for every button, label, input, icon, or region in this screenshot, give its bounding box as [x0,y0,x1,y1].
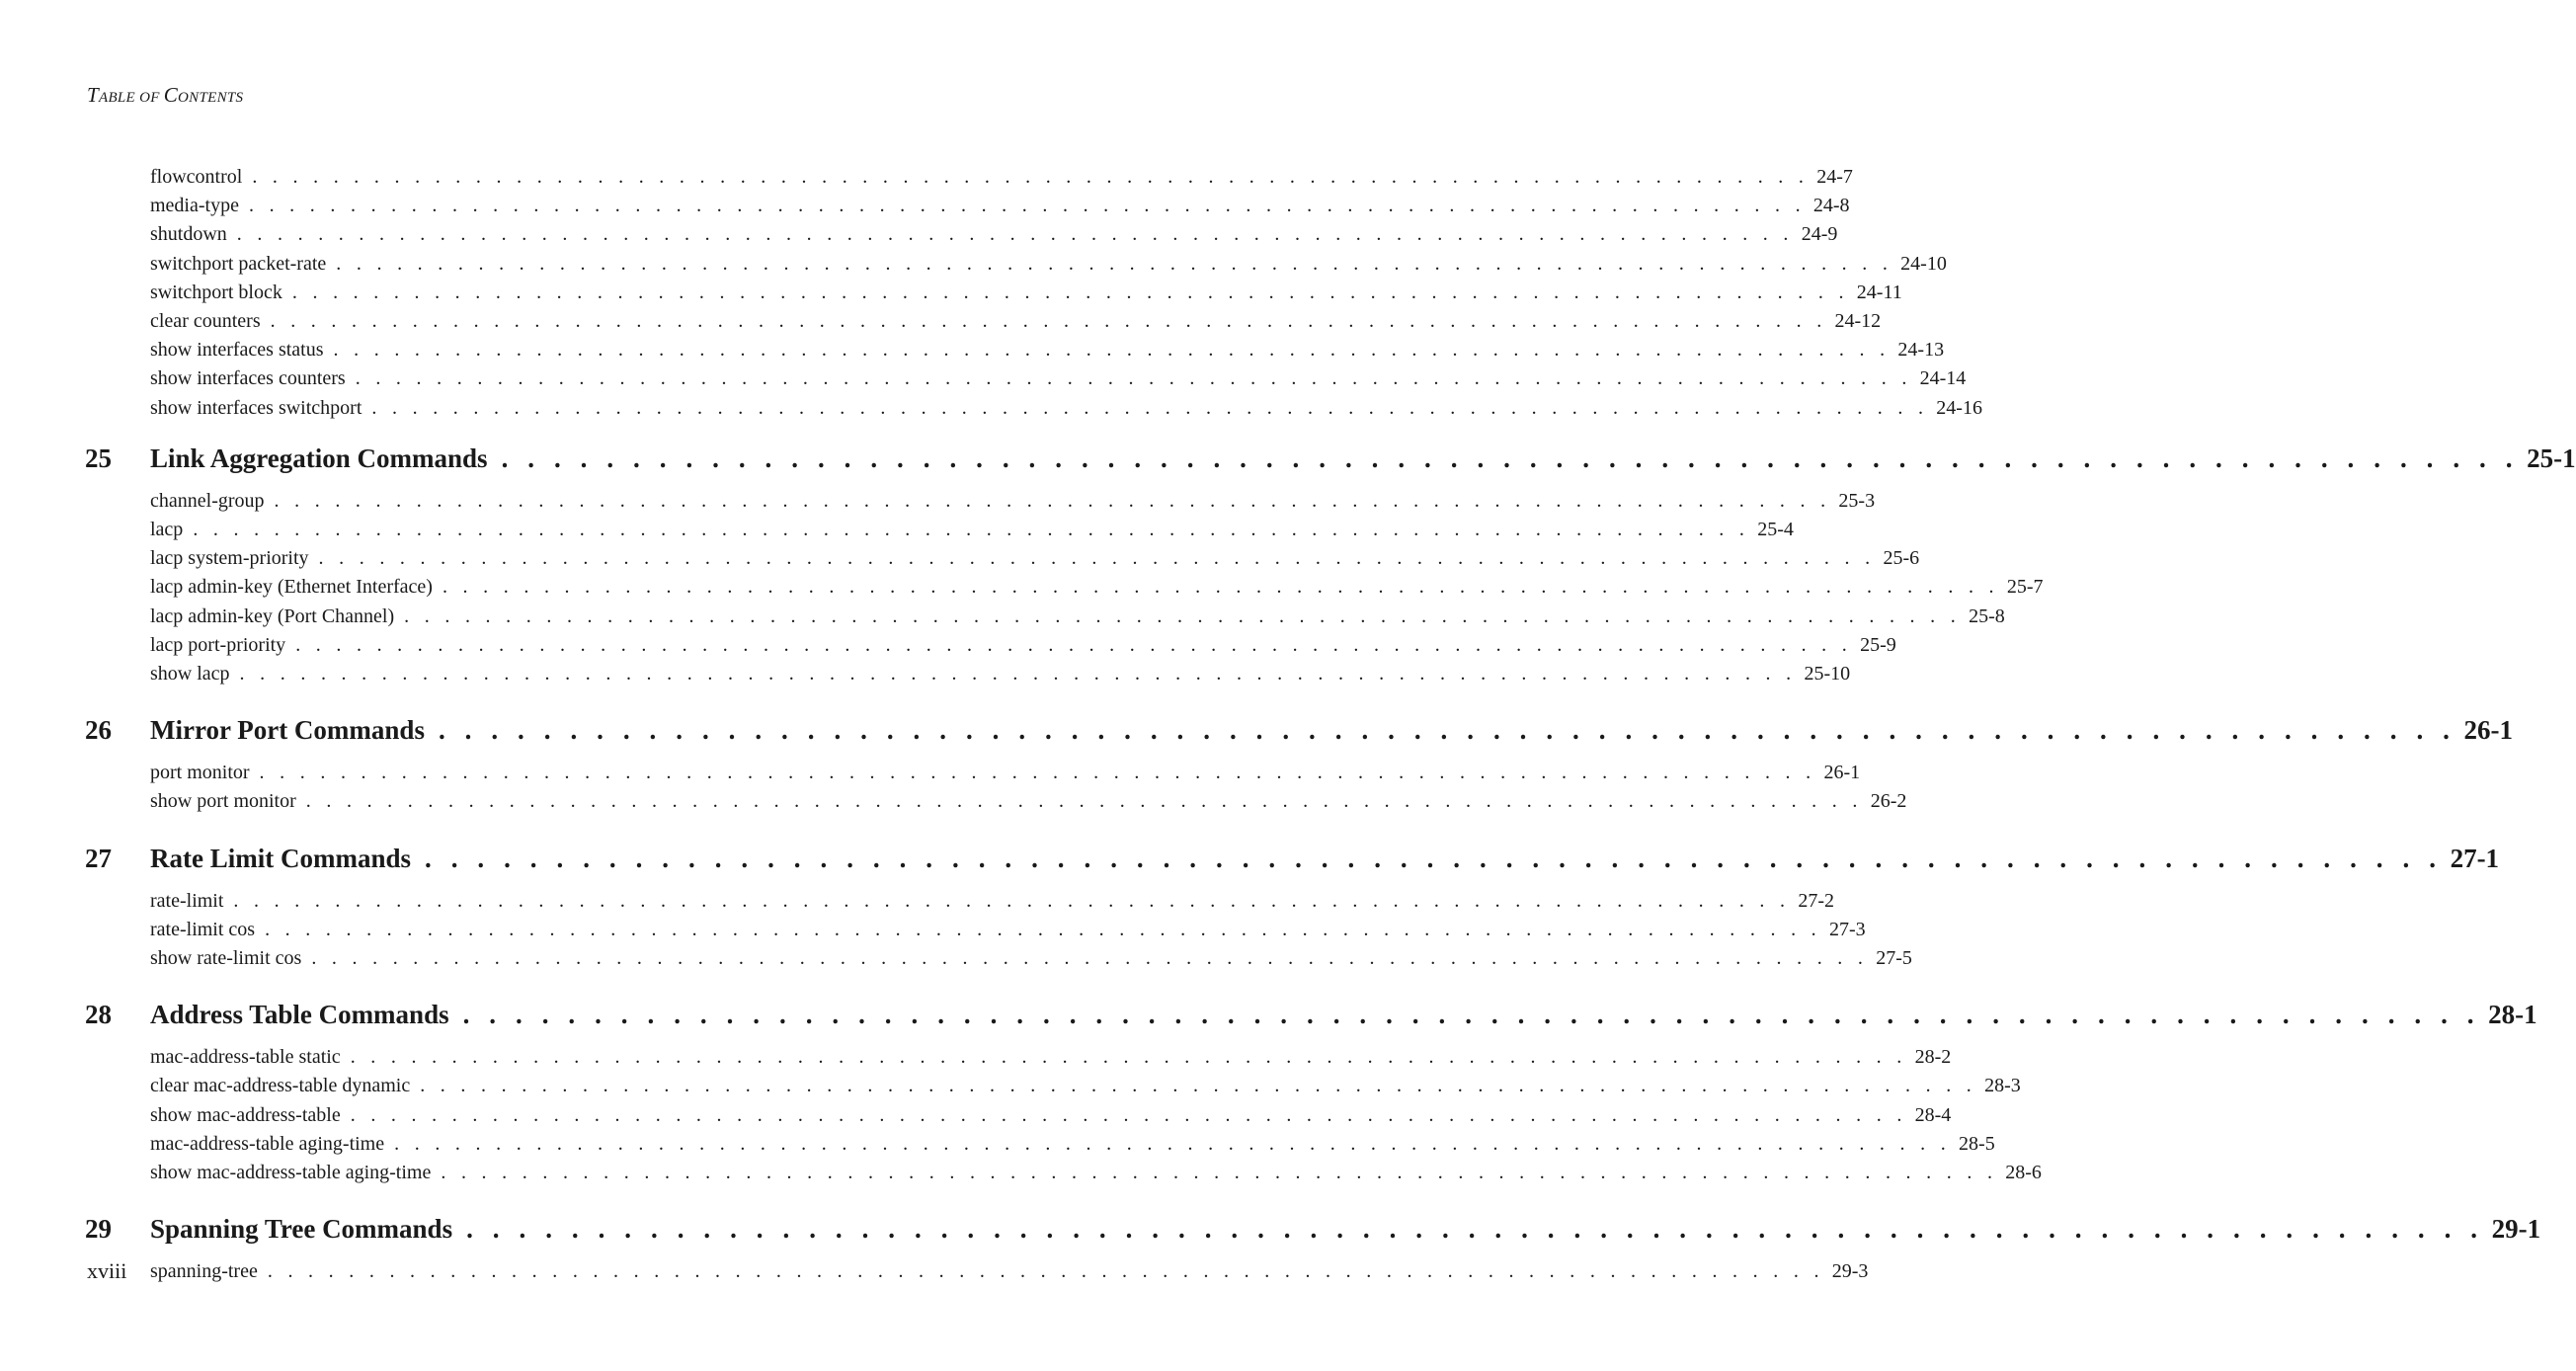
toc-entry[interactable] [150,339,1945,367]
toc-entry-label: channel-group [150,489,265,512]
running-header [87,83,243,108]
dot-leader: . . . . . . . . . . . . . . . . . . . . . . . . . . . . . . . . . . . . . . . . . . . . . . . . . . . . . . . . . . . . . . . . . . . . . . . . . . . . . [442,576,1999,599]
header-text-ontents: ONTENTS [178,90,244,106]
chapter-title: Address Table Commands [150,1000,449,1030]
toc-entry-page: 26-2 [1870,790,1907,813]
chapter-heading[interactable] [85,1214,2541,1248]
toc-entry[interactable] [150,281,1902,310]
chapter-number: 26 [85,715,112,746]
dot-leader: . . . . . . . . . . . . . . . . . . . . . . . . . . . . . . . . . . . . . . . . . . . . . . . . . . . . . . . . . . . . . . . . . . . . . . . . . . . . . [318,547,1876,570]
toc-entry[interactable] [150,1132,1995,1162]
dot-leader: . . . . . . . . . . . . . . . . . . . . . . . . . . . . . . . . . . . . . . . . . . . . . . . . . . . . . . . . . . . . . . . . . . . . . . . . . . . . . [248,195,1806,217]
toc-entry-page: 28-4 [1914,1103,1952,1126]
toc-entry-label: clear counters [150,310,261,332]
toc-entry[interactable] [150,576,2044,605]
toc-entry[interactable] [150,519,1794,547]
toc-entry-label: lacp admin-key (Ethernet Interface) [150,576,433,599]
dot-leader: . . . . . . . . . . . . . . . . . . . . . . . . . . . . . . . . . . . . . . . . . . . . . . . . . . . . . . . . . . . . . . . . . . . . . . . . . . . . . [295,633,1853,656]
dot-leader: . . . . . . . . . . . . . . . . . . . . . . . . . . . . . . . . . . . . . . . . . . . . . . . . . . . . . . . . . . . . . . . . . . . . . . . . . . . . . [239,663,1797,685]
toc-entry[interactable] [150,947,1912,976]
dot-leader: . . . . . . . . . . . . . . . . . . . . . . . . . . . . . . . . . . . . . . . . . . . . . . . . . . . . . . . . . . . . . . . . . . . . . . . . . . . . . [394,1132,1952,1155]
toc-entry-page: 24-14 [1919,367,1967,390]
chapter-page: 27-1 [2450,843,2500,873]
toc-entry[interactable] [150,367,1967,396]
dot-leader: . . . . . . . . . . . . . . . . . . . . . . . . . . . . . . . . . . . . . . . . . . . . . . . . . . . . . . . . . . . . . . . . . . . . . . . . . . . . . [420,1075,1977,1097]
chapter-number: 28 [85,1000,112,1030]
chapter-heading[interactable] [85,443,2576,477]
toc-entry-label: show port monitor [150,790,296,813]
dot-leader: . . . . . . . . . . . . . . . . . . . . . . . . . . . . . . . . . . . . . . . . . . . . . . . . . . . . . . . . . . . . . . . . . . . . . . . . . . . . . [270,310,1827,332]
chapter-number: 25 [85,443,112,473]
toc-entry-page: 28-2 [1914,1046,1952,1069]
header-letter-c: C [163,83,179,107]
dot-leader: . . . . . . . . . . . . . . . . . . . . . . . . . . . . . . . . . . . . . . . . . . . . . . . . . . . . . . . . . . . . . . . . . . . . . . . . . . . . . [371,396,1929,419]
toc-entry-label: show mac-address-table aging-time [150,1162,432,1183]
toc-entry-page: 29-3 [1831,1260,1869,1283]
toc-entry[interactable] [150,1162,2042,1190]
chapter-page: 29-1 [2491,1214,2541,1245]
dot-leader: . . . . . . . . . . . . . . . . . . . . . . . . . . . . . . . . . . . . . . . . . . . . . . . . . . . . . . . . . . . . . . . . . . . . . . . . . . . . . [193,519,1750,540]
toc-entry[interactable] [150,166,1853,195]
toc-entry-page: 24-13 [1897,339,1945,362]
toc-entry-label: mac-address-table static [150,1046,341,1069]
toc-entry-label: lacp system-priority [150,547,309,570]
dot-leader: . . . . . . . . . . . . . . . . . . . . . . . . . . . . . . . . . . . . . . . . . . . . . . . . . . . . . . . . . . . . . . . . . . . . . . . . . . . . . [233,889,1791,912]
toc-entry-label: show lacp [150,663,230,685]
toc-entry[interactable] [150,1046,1952,1075]
toc-entry[interactable] [150,663,1851,691]
toc-entry-page: 28-6 [2005,1162,2042,1183]
dot-leader: . . . . . . . . . . . . . . . . . . . . . . . . . . . . . . . . . . . . . . . . . . . . . . . . . . . . . . . . . . . . . . . . . . . . . . . . . . . . . [441,1162,1998,1183]
chapter-title: Link Aggregation Commands [150,443,488,473]
toc-entry-page: 27-2 [1798,889,1834,912]
toc-entry[interactable] [150,223,1838,252]
toc-entry[interactable] [150,1103,1952,1133]
toc-entry-label: show interfaces counters [150,367,346,390]
dot-leader: . . . . . . . . . . . . . . . . . . . . . . . . . . . . . . . . . . . . . . . . . . . . . . . . . . . . . . . . . . . . . . . . . . . . . . . . . . . . . [466,1214,2484,1245]
page-number: xviii [87,1258,127,1283]
toc-entry-label: lacp [150,519,184,540]
toc-entry[interactable] [150,1075,2021,1103]
chapter-title: Rate Limit Commands [150,843,411,873]
dot-leader: . . . . . . . . . . . . . . . . . . . . . . . . . . . . . . . . . . . . . . . . . . . . . . . . . . . . . . . . . . . . . . . . . . . . . . . . . . . . . [252,166,1810,188]
header-letter-t: T [87,83,99,107]
dot-leader: . . . . . . . . . . . . . . . . . . . . . . . . . . . . . . . . . . . . . . . . . . . . . . . . . . . . . . . . . . . . . . . . . . . . . . . . . . . . . [336,252,1893,275]
header-text-able-of: ABLE OF [98,90,164,106]
chapter-page: 28-1 [2488,1000,2537,1030]
dot-leader: . . . . . . . . . . . . . . . . . . . . . . . . . . . . . . . . . . . . . . . . . . . . . . . . . . . . . . . . . . . . . . . . . . . . . . . . . . . . . [350,1046,1907,1069]
toc-entry-page: 24-16 [1936,396,1982,419]
toc-entry-label: lacp port-priority [150,633,286,656]
dot-leader: . . . . . . . . . . . . . . . . . . . . . . . . . . . . . . . . . . . . . . . . . . . . . . . . . . . . . . . . . . . . . . . . . . . . . . . . . . . . . [291,281,1849,303]
toc-entry-label: port monitor [150,762,250,784]
dot-leader: . . . . . . . . . . . . . . . . . . . . . . . . . . . . . . . . . . . . . . . . . . . . . . . . . . . . . . . . . . . . . . . . . . . . . . . . . . . . . [274,489,1831,512]
chapter-heading[interactable] [85,715,2514,749]
toc-entry[interactable] [150,605,2005,634]
toc-entry-page: 24-10 [1900,252,1947,275]
toc-entry[interactable] [150,396,1982,426]
toc-entry[interactable] [150,489,1876,519]
toc-entry-page: 25-10 [1804,663,1851,685]
dot-leader: . . . . . . . . . . . . . . . . . . . . . . . . . . . . . . . . . . . . . . . . . . . . . . . . . . . . . . . . . . . . . . . . . . . . . . . . . . . . . [333,339,1891,362]
toc-entry-page: 25-7 [2006,576,2044,599]
toc-entry-label: flowcontrol [150,166,243,188]
toc-entry-page: 24-11 [1856,281,1902,303]
dot-leader: . . . . . . . . . . . . . . . . . . . . . . . . . . . . . . . . . . . . . . . . . . . . . . . . . . . . . . . . . . . . . . . . . . . . . . . . . . . . . [265,918,1821,940]
toc-entry[interactable] [150,310,1882,339]
toc-entry-label: clear mac-address-table dynamic [150,1075,411,1097]
toc-entry-label: switchport block [150,281,282,303]
dot-leader: . . . . . . . . . . . . . . . . . . . . . . . . . . . . . . . . . . . . . . . . . . . . . . . . . . . . . . . . . . . . . . . . . . . . . . . . . . . . . [355,367,1912,390]
toc-entry[interactable] [150,918,1866,947]
toc-entry[interactable] [150,252,1947,282]
toc-entry-label: spanning-tree [150,1260,258,1283]
toc-entry-label: switchport packet-rate [150,252,327,275]
chapter-heading[interactable] [85,843,2500,877]
dot-leader: . . . . . . . . . . . . . . . . . . . . . . . . . . . . . . . . . . . . . . . . . . . . . . . . . . . . . . . . . . . . . . . . . . . . . . . . . . . . . [404,605,1962,627]
toc-entry-page: 28-5 [1959,1132,1995,1155]
dot-leader: . . . . . . . . . . . . . . . . . . . . . . . . . . . . . . . . . . . . . . . . . . . . . . . . . . . . . . . . . . . . . . . . . . . . . . . . . . . . . [236,223,1794,246]
toc-entry-page: 24-9 [1801,223,1838,246]
chapter-number: 27 [85,843,112,873]
toc-entry-label: shutdown [150,223,227,246]
chapter-heading[interactable] [85,1000,2537,1033]
dot-leader: . . . . . . . . . . . . . . . . . . . . . . . . . . . . . . . . . . . . . . . . . . . . . . . . . . . . . . . . . . . . . . . . . . . . . . . . . . . . . [305,790,1863,813]
toc-entry-page: 24-12 [1834,310,1882,332]
toc-entry-page: 28-3 [1984,1075,2021,1097]
toc-entry[interactable] [150,889,1834,919]
toc-entry-page: 26-1 [1823,762,1861,784]
toc-entry[interactable] [150,762,1861,790]
toc-entry-label: rate-limit cos [150,918,256,940]
toc-entry[interactable] [150,1260,1869,1289]
toc-entry-page: 27-5 [1876,947,1912,969]
dot-leader: . . . . . . . . . . . . . . . . . . . . . . . . . . . . . . . . . . . . . . . . . . . . . . . . . . . . . . . . . . . . . . . . . . . . . . . . . . . . . [425,843,2443,873]
dot-leader: . . . . . . . . . . . . . . . . . . . . . . . . . . . . . . . . . . . . . . . . . . . . . . . . . . . . . . . . . . . . . . . . . . . . . . . . . . . . . [438,715,2456,746]
dot-leader: . . . . . . . . . . . . . . . . . . . . . . . . . . . . . . . . . . . . . . . . . . . . . . . . . . . . . . . . . . . . . . . . . . . . . . . . . . . . . [462,1000,2481,1030]
toc-entry-label: media-type [150,195,239,217]
toc-entry-page: 25-3 [1838,489,1876,512]
toc-entry-page: 25-4 [1757,519,1794,540]
toc-entry-label: mac-address-table aging-time [150,1132,385,1155]
toc-entry[interactable] [150,633,1896,663]
toc-entry-label: lacp admin-key (Port Channel) [150,605,395,627]
toc-entry-label: show interfaces status [150,339,324,362]
toc-entry-page: 25-8 [1969,605,2005,627]
toc-entry-page: 24-8 [1812,195,1850,217]
toc-entry-label: show interfaces switchport [150,396,362,419]
dot-leader: . . . . . . . . . . . . . . . . . . . . . . . . . . . . . . . . . . . . . . . . . . . . . . . . . . . . . . . . . . . . . . . . . . . . . . . . . . . . . [267,1260,1824,1283]
dot-leader: . . . . . . . . . . . . . . . . . . . . . . . . . . . . . . . . . . . . . . . . . . . . . . . . . . . . . . . . . . . . . . . . . . . . . . . . . . . . . [259,762,1816,784]
toc-entry-label: show rate-limit cos [150,947,302,969]
toc-entry-page: 25-9 [1860,633,1896,656]
chapter-number: 29 [85,1214,112,1245]
toc-entry[interactable] [150,790,1907,819]
toc-entry-page: 27-3 [1828,918,1866,940]
toc-entry[interactable] [150,547,1920,576]
toc-entry-page: 25-6 [1883,547,1920,570]
dot-leader: . . . . . . . . . . . . . . . . . . . . . . . . . . . . . . . . . . . . . . . . . . . . . . . . . . . . . . . . . . . . . . . . . . . . . . . . . . . . . [350,1103,1907,1126]
toc-entry-page: 24-7 [1816,166,1853,188]
toc-entry[interactable] [150,195,1850,223]
chapter-page: 25-1 [2527,443,2576,473]
chapter-title: Spanning Tree Commands [150,1214,453,1245]
toc-entry-label: show mac-address-table [150,1103,341,1126]
dot-leader: . . . . . . . . . . . . . . . . . . . . . . . . . . . . . . . . . . . . . . . . . . . . . . . . . . . . . . . . . . . . . . . . . . . . . . . . . . . . . [501,443,2520,473]
toc-entry-label: rate-limit [150,889,224,912]
dot-leader: . . . . . . . . . . . . . . . . . . . . . . . . . . . . . . . . . . . . . . . . . . . . . . . . . . . . . . . . . . . . . . . . . . . . . . . . . . . . . [311,947,1869,969]
chapter-page: 26-1 [2463,715,2514,746]
chapter-title: Mirror Port Commands [150,715,425,746]
